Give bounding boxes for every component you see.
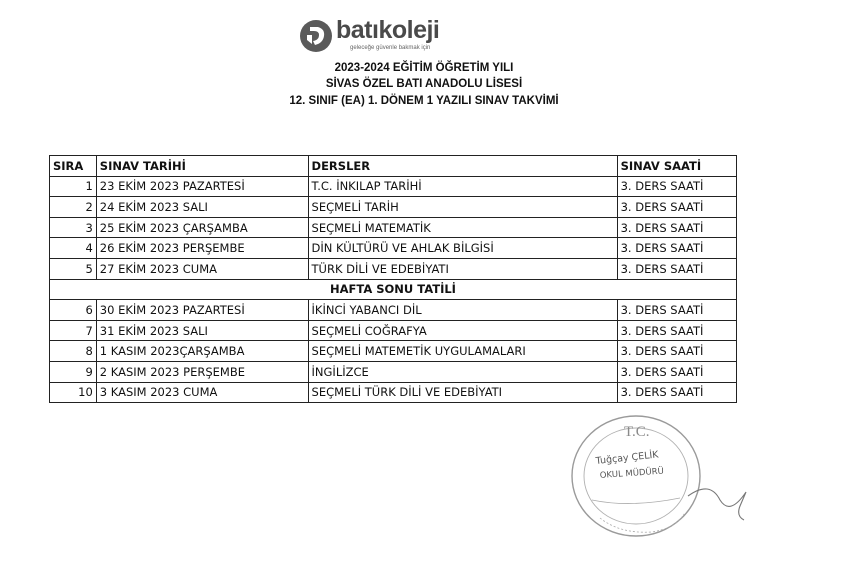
official-seal-signature [560, 408, 760, 550]
row-number: 5 [50, 258, 97, 279]
school-logo [298, 16, 439, 56]
row-number: 4 [50, 238, 97, 259]
course-name: TÜRK DİLİ VE EDEBİYATI [308, 258, 617, 279]
row-number: 1 [50, 176, 97, 197]
table-row [50, 197, 737, 218]
table-header-row [50, 156, 737, 177]
row-number: 7 [50, 320, 97, 341]
row-number: 2 [50, 197, 97, 218]
exam-date: 26 EKİM 2023 PERŞEMBE [96, 238, 308, 259]
logo-tagline: geleceğe güvenle bakmak için [350, 45, 431, 51]
exam-date: 27 EKİM 2023 CUMA [96, 258, 308, 279]
row-number: 8 [50, 341, 97, 362]
column-header-sira: SIRA [50, 156, 97, 177]
course-name: T.C. İNKILAP TARİHİ [308, 176, 617, 197]
exam-date: 24 EKİM 2023 SALI [96, 197, 308, 218]
signature-underline [592, 498, 680, 504]
row-number: 9 [50, 361, 97, 382]
exam-time: 3. DERS SAATİ [617, 361, 736, 382]
course-name: SEÇMELİ MATEMATİK [308, 217, 617, 238]
table-row [50, 238, 737, 259]
exam-date: 2 KASIM 2023 PERŞEMBE [96, 361, 308, 382]
exam-time: 3. DERS SAATİ [617, 238, 736, 259]
table-row [50, 382, 737, 403]
school-name-title: SİVAS ÖZEL BATI ANADOLU LİSESİ [325, 78, 523, 90]
exam-time: 3. DERS SAATİ [617, 176, 736, 197]
exam-time: 3. DERS SAATİ [617, 197, 736, 218]
table-row [50, 361, 737, 382]
row-number: 3 [50, 217, 97, 238]
signature-name: Tuğçay ÇELİK [595, 449, 660, 467]
table-row [50, 300, 737, 321]
exam-date: 1 KASIM 2023ÇARŞAMBA [96, 341, 308, 362]
exam-time: 3. DERS SAATİ [617, 300, 736, 321]
column-header-course: DERSLER [308, 156, 617, 177]
logo-mark-icon [298, 18, 334, 54]
exam-date: 3 KASIM 2023 CUMA [96, 382, 308, 403]
table-row [50, 217, 737, 238]
weekend-holiday-label: HAFTA SONU TATİLİ [50, 279, 737, 300]
exam-schedule-table [49, 155, 737, 403]
row-number: 10 [50, 382, 97, 403]
course-name: DİN KÜLTÜRÜ VE AHLAK BİLGİSİ [308, 238, 617, 259]
academic-year-title: 2023-2024 EĞİTİM ÖĞRETİM YILI [334, 62, 514, 74]
table-row [50, 258, 737, 279]
row-number: 6 [50, 300, 97, 321]
course-name: SEÇMELİ TARİH [308, 197, 617, 218]
exam-time: 3. DERS SAATİ [617, 341, 736, 362]
exam-time: 3. DERS SAATİ [617, 382, 736, 403]
table-row [50, 320, 737, 341]
course-name: SEÇMELİ COĞRAFYA [308, 320, 617, 341]
exam-time: 3. DERS SAATİ [617, 320, 736, 341]
table-row [50, 341, 737, 362]
exam-date: 31 EKİM 2023 SALI [96, 320, 308, 341]
exam-date: 30 EKİM 2023 PAZARTESİ [96, 300, 308, 321]
course-name: İKİNCİ YABANCI DİL [308, 300, 617, 321]
logo-name: batıkoleji [336, 16, 440, 44]
table-row [50, 176, 737, 197]
exam-date: 25 EKİM 2023 ÇARŞAMBA [96, 217, 308, 238]
exam-schedule-title: 12. SINIF (EA) 1. DÖNEM 1 YAZILI SINAV TAKVİMİ [289, 95, 559, 107]
exam-date: 23 EKİM 2023 PAZARTESİ [96, 176, 308, 197]
holiday-row [50, 279, 737, 300]
course-name: SEÇMELİ TÜRK DİLİ VE EDEBİYATI [308, 382, 617, 403]
column-header-date: SINAV TARİHİ [96, 156, 308, 177]
course-name: SEÇMELİ MATEMETİK UYGULAMALARI [308, 341, 617, 362]
exam-time: 3. DERS SAATİ [617, 258, 736, 279]
signature-title: OKUL MÜDÜRÜ [599, 466, 665, 481]
exam-time: 3. DERS SAATİ [617, 217, 736, 238]
seal-rim-detail [600, 514, 684, 532]
seal-tc-text: T.C. [624, 424, 650, 440]
course-name: İNGİLİZCE [308, 361, 617, 382]
column-header-time: SINAV SAATİ [617, 156, 736, 177]
